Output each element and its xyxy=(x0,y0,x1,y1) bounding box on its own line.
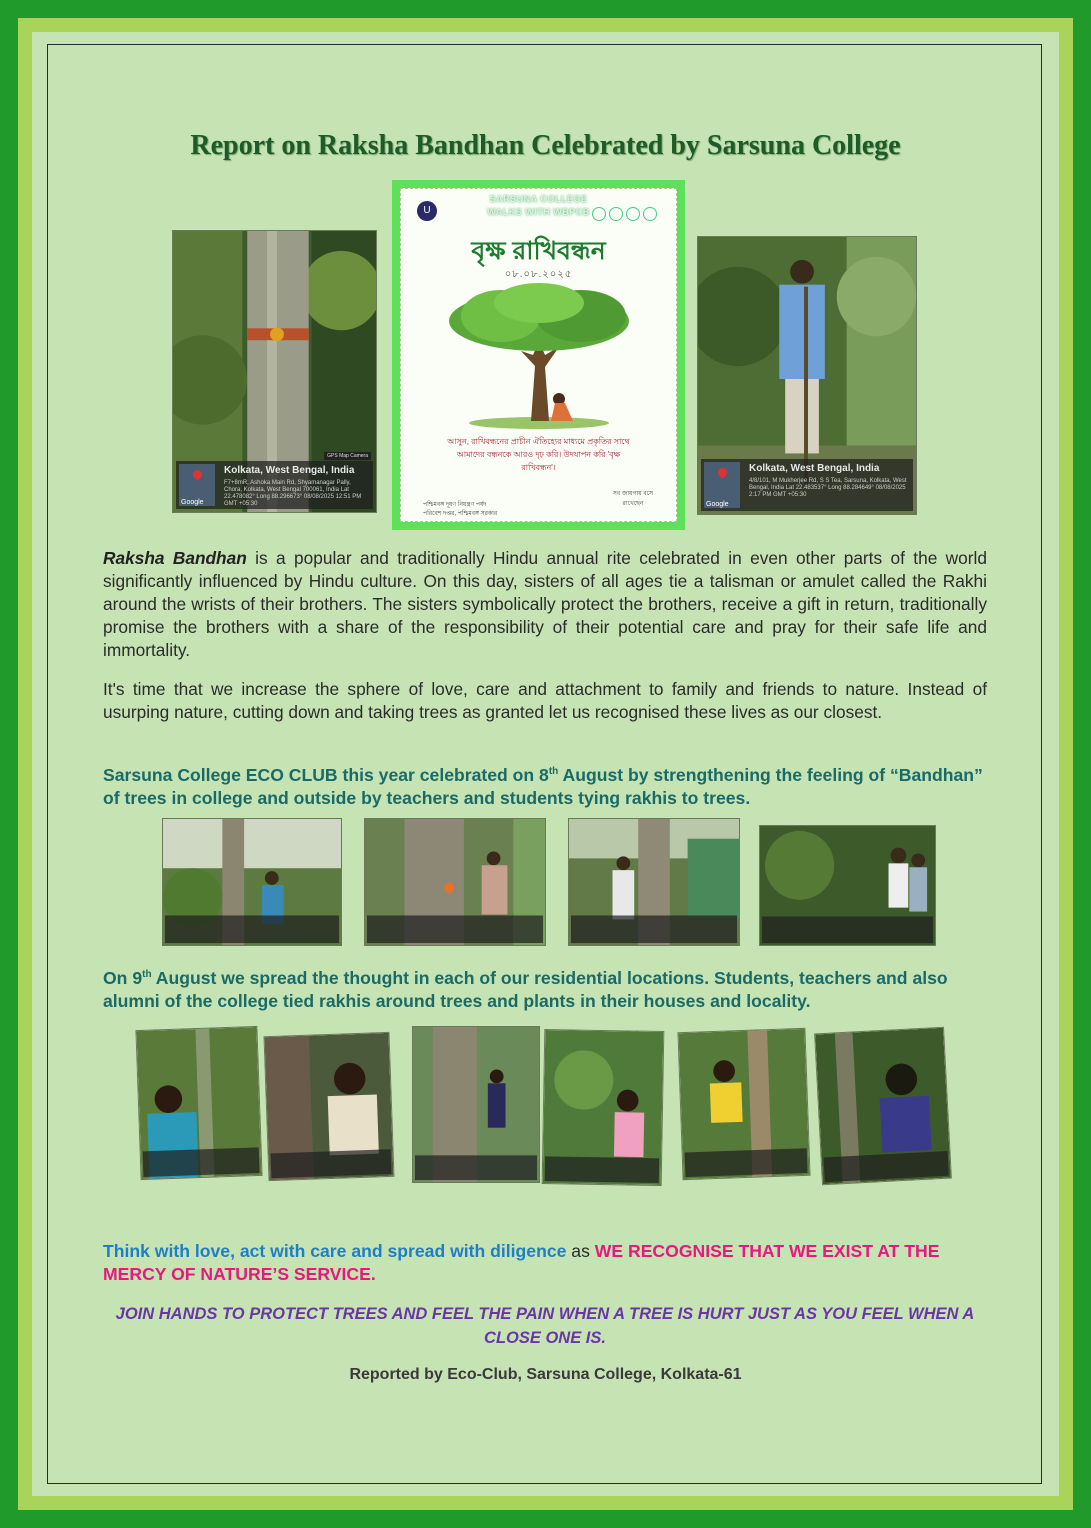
eco-club-paragraph xyxy=(103,760,993,810)
intro-paragraph xyxy=(103,547,987,662)
gps-camera-tag: GPS Map Camera xyxy=(324,452,371,460)
geotag-details: F7+8mR, Ashoka Main Rd, Shyamanagar Pally, Chora, Kolkata, West Bengal 700061, India Lat 22.478082° Long 88.296673° 08/08/2025 12:51 PM GMT +05:30 xyxy=(224,480,362,507)
poster-inner xyxy=(400,188,677,522)
photo-teacher-tree xyxy=(697,236,917,515)
photo-image xyxy=(543,1030,664,1185)
photo-row1-4 xyxy=(759,825,936,946)
raksha-bandhan-poster xyxy=(392,180,685,530)
geotag-details: 4/8/101, M Mukherjee Rd, S S Tea, Sarsuna, Kolkata, West Bengal, India Lat 22.483537° Long 88.284649° 08/08/2025 2:17 PM GMT +05:30 xyxy=(749,478,907,498)
tree-illustration xyxy=(441,281,638,431)
google-label: Google xyxy=(706,501,729,508)
poster-footer: পশ্চিমবঙ্গ দূষণ নিয়ন্ত্রণ পর্ষদ পরিবেশ দপ্তর, পশ্চিমবঙ্গ সরকার xyxy=(423,502,498,517)
page-title: Report on Raksha Bandhan Celebrated by Sarsuna College xyxy=(190,130,901,161)
photo-row2-6 xyxy=(814,1027,952,1186)
aug9-text-b: August we spread the thought in each of our residential locations. Students, teachers and also alumni of the college tied rakhis around trees and plants in their houses and locality. xyxy=(103,967,948,1011)
map-pin-icon xyxy=(191,468,204,481)
photo-image xyxy=(815,1028,951,1184)
photo-image xyxy=(760,826,935,945)
closing-pink: WE RECOGNISE THAT WE EXIST AT THE MERCY OF NATURE’S SERVICE. xyxy=(103,1241,940,1284)
photo-image xyxy=(136,1027,261,1179)
photo-row1-1 xyxy=(162,818,342,946)
intro-lead: Raksha Bandhan xyxy=(103,548,247,568)
google-label: Google xyxy=(181,499,204,506)
college-logo-icon: U xyxy=(417,201,437,221)
badge-icon xyxy=(609,207,623,221)
photo-row1-3 xyxy=(568,818,740,946)
photo-tree-rakhi xyxy=(172,230,377,513)
eco-club-text-b: August by strengthening the feeling of “Bandhan” of trees in college and outside by teachers and students tying rakhis to trees. xyxy=(103,764,983,808)
closing-blue: Think with love, act with care and spread with diligence xyxy=(103,1241,567,1261)
photo-image xyxy=(413,1027,539,1182)
aug9-sup: th xyxy=(142,969,152,980)
join-hands-slogan: JOIN HANDS TO PROTECT TREES AND FEEL THE PAIN WHEN A TREE IS HURT JUST AS YOU FEEL WHEN A CLOSE ONE IS. xyxy=(115,1305,975,1347)
partner-badges xyxy=(592,207,670,221)
badge-icon xyxy=(643,207,657,221)
eco-club-sup: th xyxy=(548,766,559,777)
intro-text: is a popular and traditionally Hindu annual rite celebrated in even other parts of the world significantly influenced by Hindu culture. On this day, sisters of all ages tie a talisman or amulet called the Rakhi around the wrists of their brothers. The sisters symbolically protect the brothers, receive a gift in return, traditionally promise the brothers with a share of the responsibility of their potential care and pray for their safe life and immortality. xyxy=(103,548,987,660)
photo-row2-1 xyxy=(135,1026,262,1180)
poster-sign: সব জায়গায় বসে রাখেছেন xyxy=(612,491,654,507)
photo-image xyxy=(365,819,545,945)
poster-header-line1: SARSUNA COLLEGE xyxy=(489,194,588,204)
aug9-text-a: On 9 xyxy=(103,967,143,988)
photo-row2-2 xyxy=(264,1032,395,1181)
photo-row2-4 xyxy=(542,1029,665,1186)
geotag-overlay-right xyxy=(701,459,913,511)
map-pin-icon xyxy=(716,466,729,479)
paragraph-nature: It's time that we increase the sphere of love, care and attachment to family and friends to nature. Instead of usurping nature, cutting down and taking trees as granted let us recognised these lives as our closest. xyxy=(103,679,987,722)
photo-row2-3 xyxy=(412,1026,540,1183)
photo-row2-5 xyxy=(677,1028,810,1180)
geotag-overlay-left xyxy=(176,461,373,509)
poster-header-line2: WALKS WITH WBPCB xyxy=(487,207,590,217)
photo-image xyxy=(678,1029,809,1179)
reported-by: Reported by Eco-Club, Sarsuna College, Kolkata-61 xyxy=(349,1366,742,1383)
poster-bengali-title: বৃক্ষ রাখিবন্ধন xyxy=(471,237,606,265)
closing-as: as xyxy=(566,1241,595,1261)
poster-bengali-text: আসুন, রাখিবন্ধনের প্রাচীন ঐতিহ্যের মাধ্যমে প্রকৃতির সাথে আমাদের বন্ধনকে আরও দৃঢ় করি। উদযাপন করি 'বৃক্ষ রাখিবন্ধন'। xyxy=(447,437,630,472)
photo-image xyxy=(265,1033,394,1180)
badge-icon xyxy=(592,207,606,221)
geotag-city: Kolkata, West Bengal, India xyxy=(749,463,880,474)
geotag-city: Kolkata, West Bengal, India xyxy=(224,465,355,476)
photo-row1-2 xyxy=(364,818,546,946)
eco-club-text-a: Sarsuna College ECO CLUB this year celebrated on 8 xyxy=(103,764,549,785)
closing-statement xyxy=(103,1240,993,1286)
photo-image xyxy=(163,819,341,945)
aug9-paragraph xyxy=(103,963,993,1013)
photo-image xyxy=(569,819,739,945)
badge-icon xyxy=(626,207,640,221)
poster-date: ০৮.০৮.২০২৫ xyxy=(504,269,573,280)
